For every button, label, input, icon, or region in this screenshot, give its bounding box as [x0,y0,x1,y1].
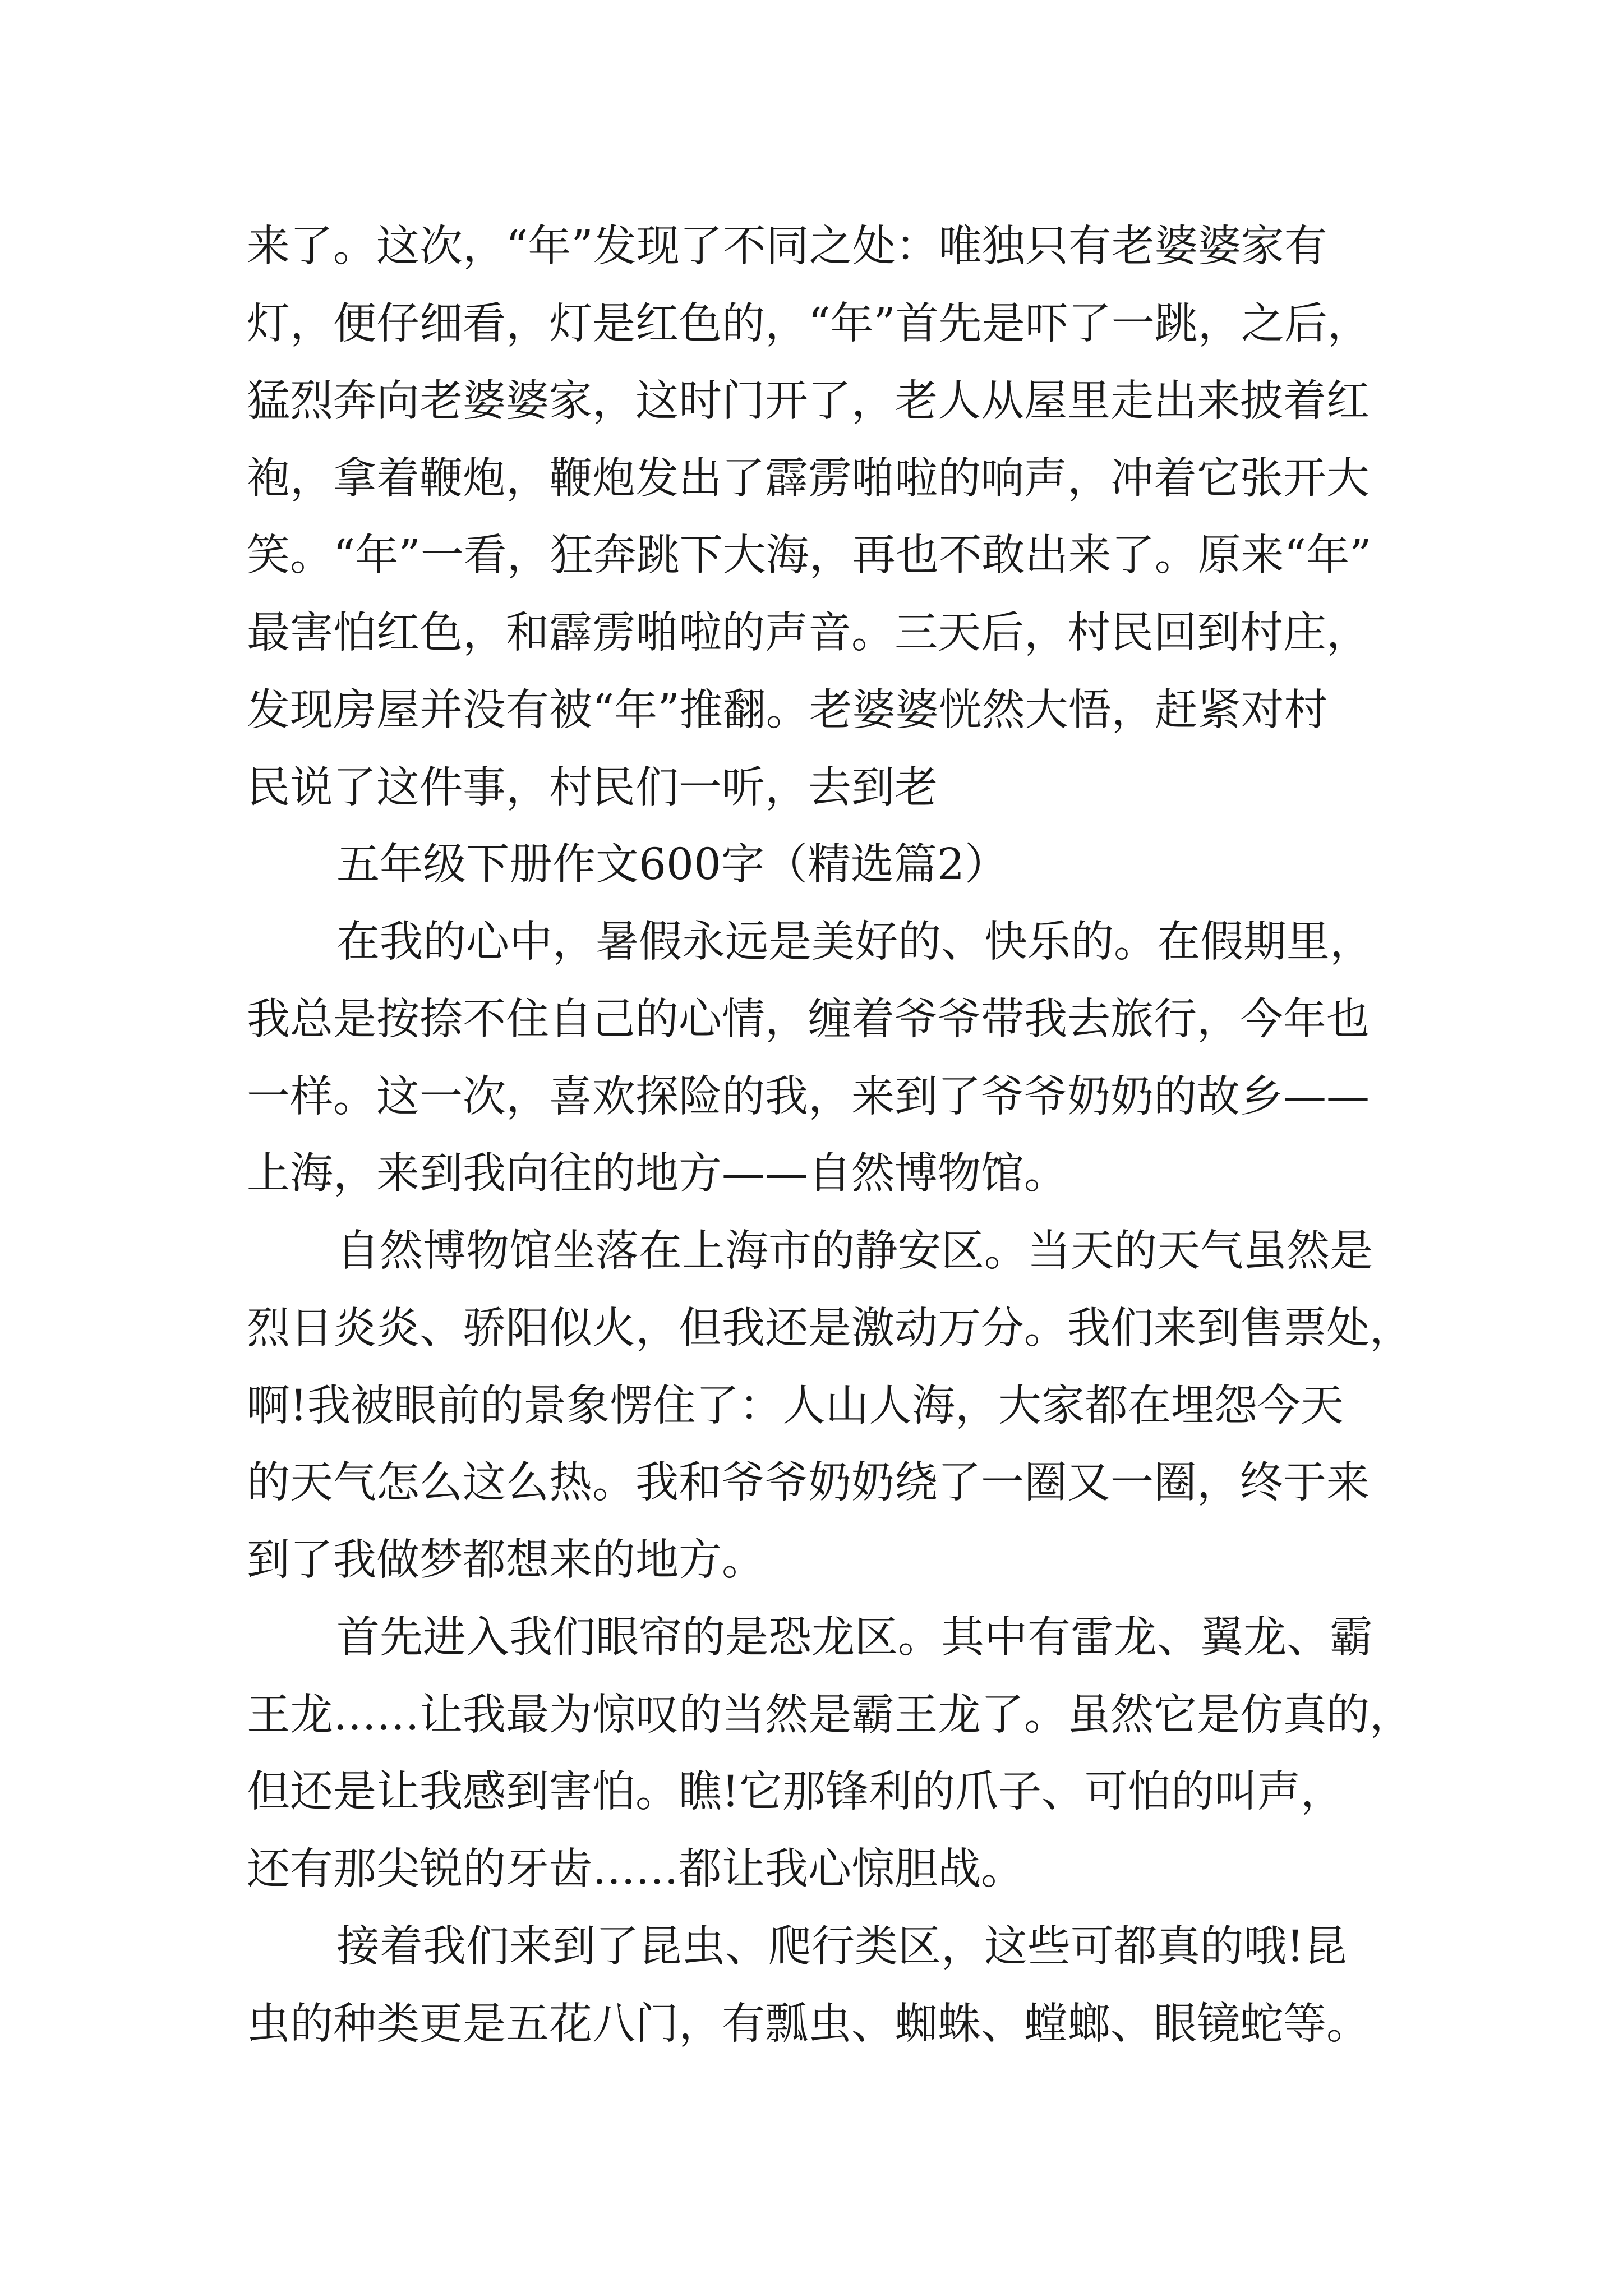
text-line: 猛烈奔向老婆婆家，这时门开了，老人从屋里走出来披着红 [247,376,1370,426]
text-line: 还有那尖锐的牙齿……都让我心惊胆战。 [247,1844,1024,1894]
text-line: 来了。这次，“年”发现了不同之处：唯独只有老婆婆家有 [247,222,1327,272]
text-line: 到了我做梦都想来的地方。 [247,1535,765,1585]
text-line: 最害怕红色，和霹雳啪啦的声音。三天后，村民回到村庄， [247,608,1370,658]
text-line: 但还是让我感到害怕。瞧!它那锋利的爪子、可怕的叫声， [247,1767,1344,1817]
text-line: 啊!我被眼前的景象愣住了：人山人海，大家都在埋怨今天 [247,1381,1344,1431]
text-line: 笑。“年”一看，狂奔跳下大海，再也不敢出来了。原来“年” [247,531,1372,581]
text-line: 接着我们来到了昆虫、爬行类区，这些可都真的哦!昆 [336,1922,1347,1972]
text-line: 民说了这件事，村民们一听，去到老 [247,763,938,813]
text-line: 在我的心中，暑假永远是美好的、快乐的。在假期里， [336,917,1373,967]
text-line: 自然博物馆坐落在上海市的静安区。当天的天气虽然是 [336,1226,1373,1276]
text-line: 灯，便仔细看，灯是红色的，“年”首先是吓了一跳，之后， [247,299,1371,349]
text-line: 王龙……让我最为惊叹的当然是霸王龙了。虽然它是仿真的， [247,1690,1413,1740]
section-heading: 五年级下册作文600字（精选篇2） [336,840,1008,890]
text-line: 发现房屋并没有被“年”推翻。老婆婆恍然大悟，赶紧对村 [247,685,1327,735]
text-line: 烈日炎炎、骄阳似火，但我还是激动万分。我们来到售票处， [247,1304,1413,1354]
text-line: 袍，拿着鞭炮，鞭炮发出了霹雳啪啦的响声，冲着它张开大 [247,454,1370,504]
text-line: 的天气怎么这么热。我和爷爷奶奶绕了一圈又一圈，终于来 [247,1458,1370,1508]
text-line: 首先进入我们眼帘的是恐龙区。其中有雷龙、翼龙、霸 [336,1613,1373,1663]
text-line: 一样。这一次，喜欢探险的我，来到了爷爷奶奶的故乡—— [247,1072,1370,1122]
text-line: 上海，来到我向往的地方——自然博物馆。 [247,1149,1067,1199]
text-line: 虫的种类更是五花八门，有瓢虫、蜘蛛、螳螂、眼镜蛇等。 [247,1999,1370,2049]
text-line: 我总是按捺不住自己的心情，缠着爷爷带我去旅行，今年也 [247,995,1370,1045]
